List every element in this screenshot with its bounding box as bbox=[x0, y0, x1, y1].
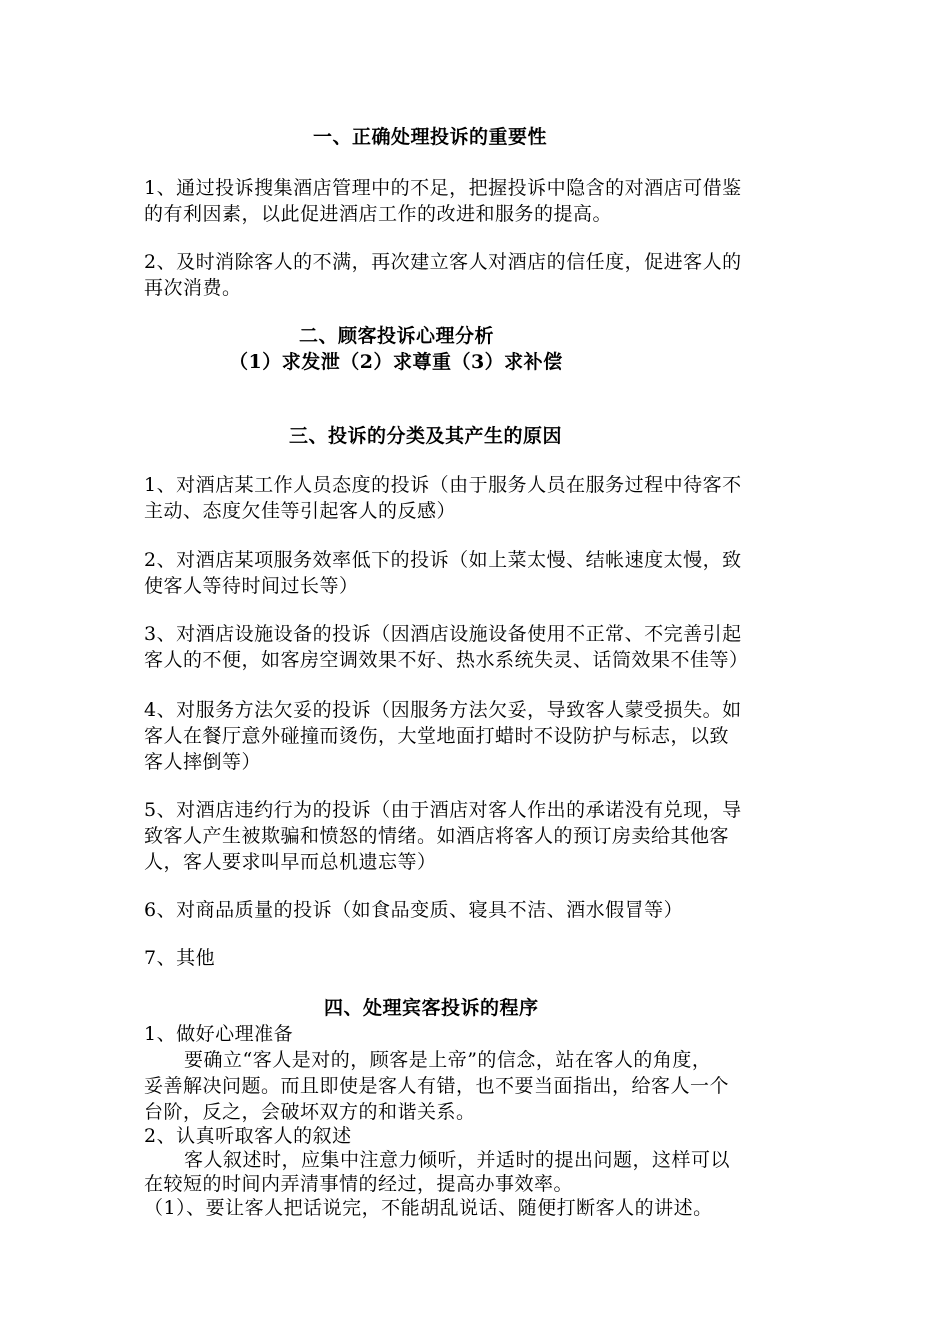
section-4-step-2-title: 2、认真听取客人的叙述 bbox=[144, 1125, 352, 1147]
section-3-item-2-line-1: 2、对酒店某项服务效率低下的投诉（如上菜太慢、结帐速度太慢，致 bbox=[144, 549, 742, 571]
section-3-item-3-line-2: 客人的不便，如客房空调效果不好、热水系统失灵、话筒效果不佳等） bbox=[144, 649, 749, 671]
section-3-item-2-line-2: 使客人等待时间过长等） bbox=[144, 575, 359, 597]
section-3-item-1-line-2: 主动、态度欠佳等引起客人的反感） bbox=[144, 500, 457, 522]
section-3-item-4-line-2: 客人在餐厅意外碰撞而烫伤，大堂地面打蜡时不设防护与标志，以致 bbox=[144, 725, 730, 747]
section-4-step-2-sub-1: （1）、要让客人把话说完，不能胡乱说话、随便打断客人的讲述。 bbox=[144, 1197, 713, 1219]
section-3-item-7: 7、其他 bbox=[144, 947, 216, 969]
section-3-item-4-line-3: 客人摔倒等） bbox=[144, 751, 262, 773]
section-3-item-3-line-1: 3、对酒店设施设备的投诉（因酒店设施设备使用不正常、不完善引起 bbox=[144, 623, 742, 645]
section-4-step-2-para-line-1: 客人叙述时，应集中注意力倾听，并适时的提出问题，这样可以 bbox=[184, 1149, 731, 1171]
section-1-item-1-line-1: 1、通过投诉搜集酒店管理中的不足，把握投诉中隐含的对酒店可借鉴 bbox=[144, 177, 742, 199]
section-3-heading: 三、投诉的分类及其产生的原因 bbox=[289, 425, 563, 447]
section-4-heading: 四、处理宾客投诉的程序 bbox=[324, 997, 539, 1019]
section-1-heading: 一、正确处理投诉的重要性 bbox=[313, 126, 548, 148]
section-1-item-2-line-2: 再次消费。 bbox=[144, 277, 242, 299]
section-1-item-1-line-2: 的有利因素，以此促进酒店工作的改进和服务的提高。 bbox=[144, 203, 613, 225]
section-4-step-1-para-line-2: 妥善解决问题。而且即使是客人有错，也不要当面指出，给客人一个 bbox=[144, 1075, 730, 1097]
section-1-item-2-line-1: 2、及时消除客人的不满，再次建立客人对酒店的信任度，促进客人的 bbox=[144, 251, 742, 273]
section-4-step-2-para-line-2: 在较短的时间内弄清事情的经过，提高办事效率。 bbox=[144, 1173, 574, 1195]
section-2-subheading: （1）求发泄（2）求尊重（3）求补偿 bbox=[229, 351, 563, 373]
section-3-item-5-line-1: 5、对酒店违约行为的投诉（由于酒店对客人作出的承诺没有兑现，导 bbox=[144, 799, 742, 821]
section-4-step-1-title: 1、做好心理准备 bbox=[144, 1023, 294, 1045]
section-3-item-6: 6、对商品质量的投诉（如食品变质、寝具不洁、酒水假冒等） bbox=[144, 899, 684, 921]
section-3-item-4-line-1: 4、对服务方法欠妥的投诉（因服务方法欠妥，导致客人蒙受损失。如 bbox=[144, 699, 742, 721]
section-3-item-5-line-3: 人，客人要求叫早而总机遗忘等） bbox=[144, 851, 437, 873]
section-3-item-1-line-1: 1、对酒店某工作人员态度的投诉（由于服务人员在服务过程中待客不 bbox=[144, 474, 742, 496]
section-4-step-1-para-line-3: 台阶，反之，会破坏双方的和谐关系。 bbox=[144, 1101, 476, 1123]
section-2-heading: 二、顾客投诉心理分析 bbox=[299, 325, 495, 347]
section-3-item-5-line-2: 致客人产生被欺骗和愤怒的情绪。如酒店将客人的预订房卖给其他客 bbox=[144, 825, 730, 847]
section-4-step-1-para-line-1: 要确立“客人是对的，顾客是上帝”的信念，站在客人的角度， bbox=[184, 1049, 712, 1071]
